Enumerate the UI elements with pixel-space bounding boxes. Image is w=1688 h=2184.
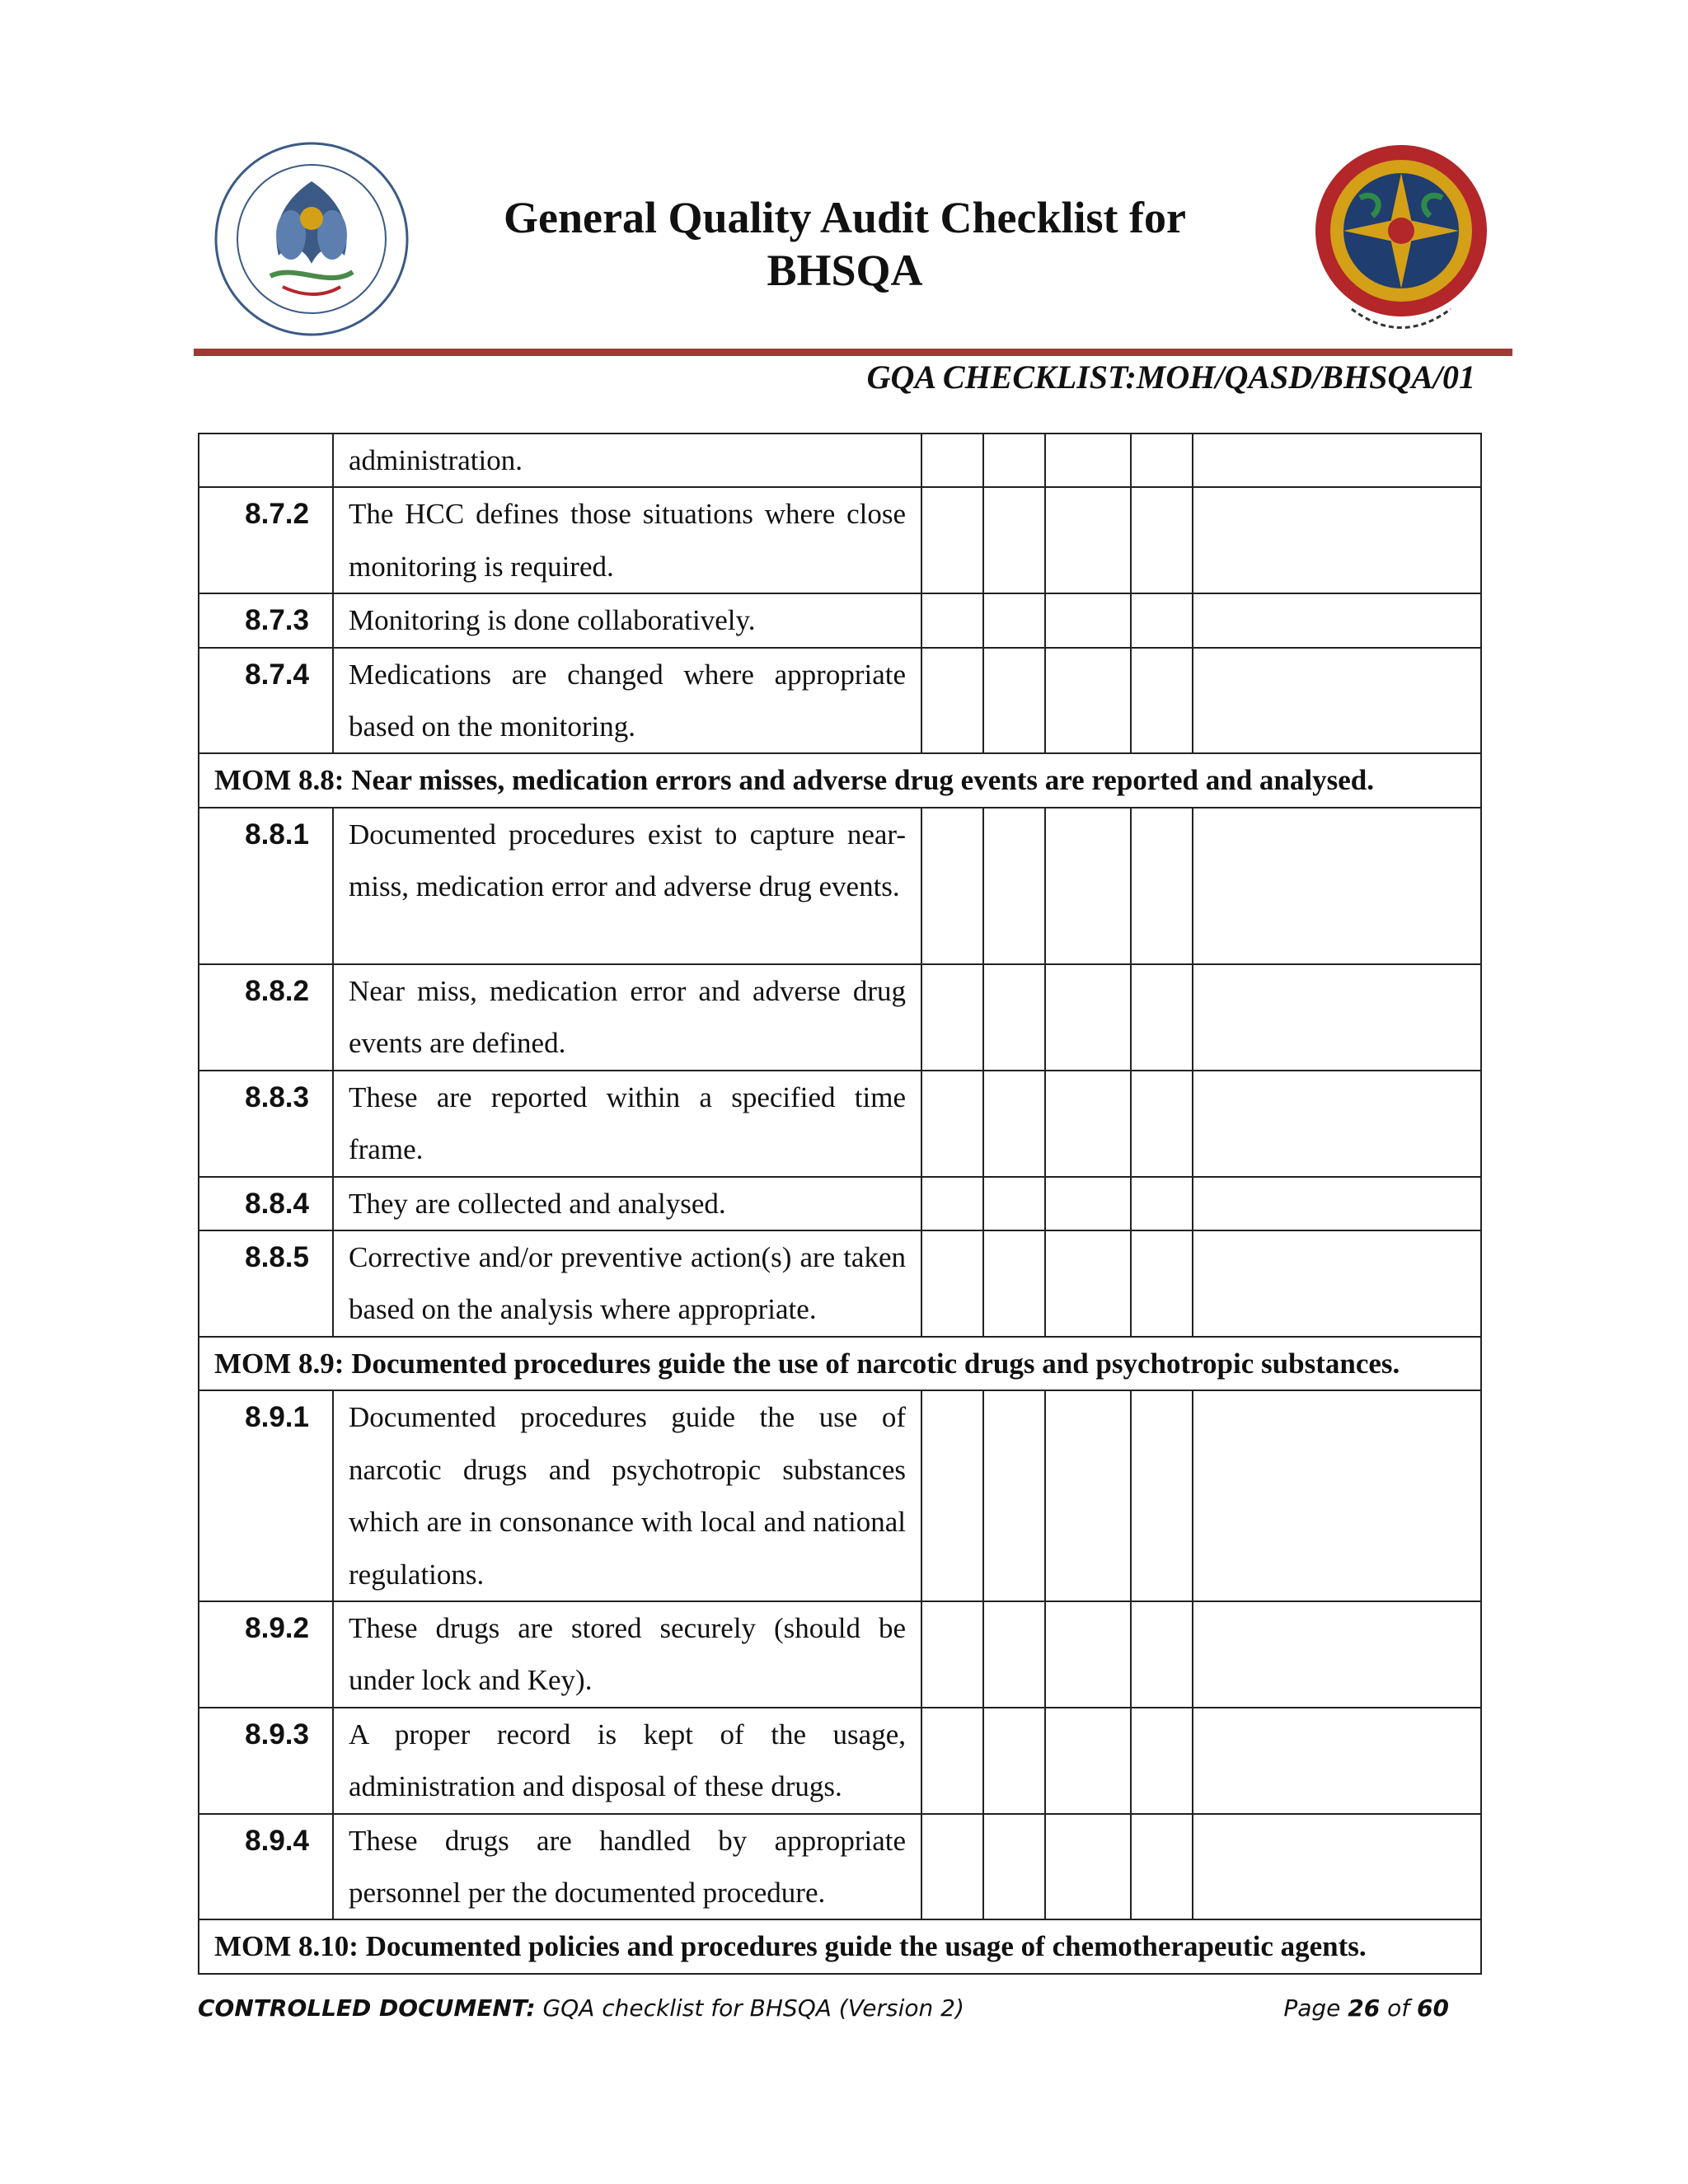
- assessment-cell[interactable]: [983, 1814, 1045, 1920]
- remarks-cell[interactable]: [1193, 1601, 1481, 1708]
- assessment-cell[interactable]: [983, 1177, 1045, 1230]
- checklist-item-row: [199, 1601, 1481, 1708]
- assessment-cell[interactable]: [921, 1177, 983, 1230]
- assessment-cell[interactable]: [983, 1708, 1045, 1814]
- controlled-label: CONTROLLED DOCUMENT:: [198, 1994, 536, 2022]
- assessment-cell[interactable]: [921, 434, 983, 487]
- assessment-cell[interactable]: [921, 648, 983, 754]
- assessment-cell[interactable]: [1131, 964, 1193, 1071]
- assessment-cell[interactable]: [921, 1601, 983, 1708]
- document-title: [462, 191, 1228, 297]
- assessment-cell[interactable]: [1045, 434, 1131, 487]
- assessment-cell[interactable]: [1131, 808, 1193, 964]
- checklist-item-row: [199, 1708, 1481, 1814]
- item-number: 8.9.1: [199, 1390, 333, 1601]
- assessment-cell[interactable]: [1131, 1071, 1193, 1177]
- assessment-cell[interactable]: [1045, 1814, 1131, 1920]
- page-number: [1283, 1994, 1449, 2022]
- page-of: of: [1380, 1994, 1418, 2022]
- item-criterion-text: These drugs are stored securely (should be under lock and Key).: [333, 1601, 921, 1708]
- assessment-cell[interactable]: [1045, 1071, 1131, 1177]
- item-criterion-text: They are collected and analysed.: [333, 1177, 921, 1230]
- item-number: 8.8.4: [199, 1177, 333, 1230]
- assessment-cell[interactable]: [1131, 648, 1193, 754]
- assessment-cell[interactable]: [1131, 1390, 1193, 1601]
- section-header-text: MOM 8.8: Near misses, medication errors and adverse drug events are reported and analysed.: [199, 753, 1481, 807]
- remarks-cell[interactable]: [1193, 1814, 1481, 1920]
- assessment-cell[interactable]: [1131, 1814, 1193, 1920]
- assessment-cell[interactable]: [1131, 593, 1193, 647]
- assessment-cell[interactable]: [921, 487, 983, 593]
- assessment-cell[interactable]: [1045, 1708, 1131, 1814]
- assessment-cell[interactable]: [1131, 1708, 1193, 1814]
- assessment-cell[interactable]: [983, 648, 1045, 754]
- item-number: 8.7.3: [199, 593, 333, 647]
- item-criterion-text: Near miss, medication error and adverse drug events are defined.: [333, 964, 921, 1071]
- assessment-cell[interactable]: [921, 808, 983, 964]
- assessment-cell[interactable]: [983, 964, 1045, 1071]
- assessment-cell[interactable]: [921, 964, 983, 1071]
- assessment-cell[interactable]: [921, 1230, 983, 1337]
- ministry-seal-logo: [213, 140, 410, 338]
- assessment-cell[interactable]: [1045, 1177, 1131, 1230]
- item-number: 8.9.3: [199, 1708, 333, 1814]
- checklist-item-row: [199, 1230, 1481, 1337]
- checklist-item-row: [199, 648, 1481, 754]
- item-criterion-text: A proper record is kept of the usage, administration and disposal of these drugs.: [333, 1708, 921, 1814]
- remarks-cell[interactable]: [1193, 1708, 1481, 1814]
- assessment-cell[interactable]: [983, 1071, 1045, 1177]
- assessment-cell[interactable]: [1045, 1230, 1131, 1337]
- item-criterion-text: These drugs are handled by appropriate personnel per the documented procedure.: [333, 1814, 921, 1920]
- remarks-cell[interactable]: [1193, 1177, 1481, 1230]
- checklist-item-row: [199, 808, 1481, 964]
- item-criterion-text: These are reported within a specified time frame.: [333, 1071, 921, 1177]
- assessment-cell[interactable]: [921, 1708, 983, 1814]
- assessment-cell[interactable]: [983, 1230, 1045, 1337]
- assessment-cell[interactable]: [1045, 648, 1131, 754]
- page-total: 60: [1417, 1994, 1449, 2022]
- item-number: 8.7.4: [199, 648, 333, 754]
- item-number: 8.8.3: [199, 1071, 333, 1177]
- item-criterion-text: Corrective and/or preventive action(s) are taken based on the analysis where appropriate.: [333, 1230, 921, 1337]
- checklist-item-row: [199, 1390, 1481, 1601]
- assessment-cell[interactable]: [1045, 808, 1131, 964]
- page-current: 26: [1348, 1994, 1381, 2022]
- assessment-cell[interactable]: [1045, 1390, 1131, 1601]
- document-title-line-2: BHSQA: [767, 246, 923, 295]
- remarks-cell[interactable]: [1193, 808, 1481, 964]
- item-number: 8.9.2: [199, 1601, 333, 1708]
- assessment-cell[interactable]: [983, 593, 1045, 647]
- item-criterion-text: Medications are changed where appropriate based on the monitoring.: [333, 648, 921, 754]
- checklist-item-row: [199, 1071, 1481, 1177]
- assessment-cell[interactable]: [983, 434, 1045, 487]
- section-header-text: MOM 8.10: Documented policies and procedures guide the usage of chemotherapeutic agents.: [199, 1919, 1481, 1973]
- checklist-item-row: [199, 1814, 1481, 1920]
- section-header-text: MOM 8.9: Documented procedures guide the use of narcotic drugs and psychotropic substances.: [199, 1337, 1481, 1390]
- remarks-cell[interactable]: [1193, 593, 1481, 647]
- page-footer: [198, 1994, 1449, 2022]
- assessment-cell[interactable]: [921, 1390, 983, 1601]
- item-number: 8.9.4: [199, 1814, 333, 1920]
- document-code: GQA CHECKLIST:MOH/QASD/BHSQA/01: [866, 359, 1475, 396]
- item-criterion-text: The HCC defines those situations where close monitoring is required.: [333, 487, 921, 593]
- item-criterion-text: Documented procedures guide the use of narcotic drugs and psychotropic substances which are in consonance with local and national regulations.: [333, 1390, 921, 1601]
- assessment-cell[interactable]: [1045, 593, 1131, 647]
- remarks-cell[interactable]: [1193, 1230, 1481, 1337]
- assessment-cell[interactable]: [921, 1814, 983, 1920]
- item-criterion-text: Monitoring is done collaboratively.: [333, 593, 921, 647]
- assessment-cell[interactable]: [921, 1071, 983, 1177]
- assessment-cell[interactable]: [1045, 964, 1131, 1071]
- item-number: 8.8.2: [199, 964, 333, 1071]
- page-header: [0, 0, 1688, 412]
- item-number: 8.8.5: [199, 1230, 333, 1337]
- item-number: [199, 434, 333, 487]
- assessment-cell[interactable]: [1131, 1601, 1193, 1708]
- section-header-row: [199, 753, 1481, 807]
- item-criterion-text: Documented procedures exist to capture near-miss, medication error and adverse drug events.: [333, 808, 921, 964]
- remarks-cell[interactable]: [1193, 1390, 1481, 1601]
- assessment-cell[interactable]: [983, 808, 1045, 964]
- remarks-cell[interactable]: [1193, 434, 1481, 487]
- remarks-cell[interactable]: [1193, 964, 1481, 1071]
- assessment-cell[interactable]: [1045, 487, 1131, 593]
- national-emblem-logo: [1302, 140, 1500, 338]
- checklist-item-row: [199, 1177, 1481, 1230]
- checklist-item-row: [199, 964, 1481, 1071]
- item-number: 8.8.1: [199, 808, 333, 964]
- assessment-cell[interactable]: [983, 1601, 1045, 1708]
- checklist-item-row: [199, 593, 1481, 647]
- checklist-item-row: [199, 487, 1481, 593]
- item-number: 8.7.2: [199, 487, 333, 593]
- assessment-cell[interactable]: [1045, 1601, 1131, 1708]
- assessment-cell[interactable]: [1131, 1177, 1193, 1230]
- controlled-text: GQA checklist for BHSQA (Version 2): [535, 1994, 964, 2022]
- remarks-cell[interactable]: [1193, 1071, 1481, 1177]
- assessment-cell[interactable]: [983, 487, 1045, 593]
- audit-checklist-table: [198, 433, 1482, 1975]
- document-title-line-1: General Quality Audit Checklist for: [504, 193, 1186, 242]
- assessment-cell[interactable]: [1131, 1230, 1193, 1337]
- controlled-document-note: [198, 1994, 964, 2022]
- assessment-cell[interactable]: [921, 593, 983, 647]
- section-header-row: [199, 1337, 1481, 1390]
- assessment-cell[interactable]: [1131, 434, 1193, 487]
- section-header-row: [199, 1919, 1481, 1973]
- item-criterion-text: administration.: [333, 434, 921, 487]
- page-word: Page: [1283, 1994, 1348, 2022]
- checklist-item-row: [199, 434, 1481, 487]
- remarks-cell[interactable]: [1193, 487, 1481, 593]
- assessment-cell[interactable]: [1131, 487, 1193, 593]
- remarks-cell[interactable]: [1193, 648, 1481, 754]
- assessment-cell[interactable]: [983, 1390, 1045, 1601]
